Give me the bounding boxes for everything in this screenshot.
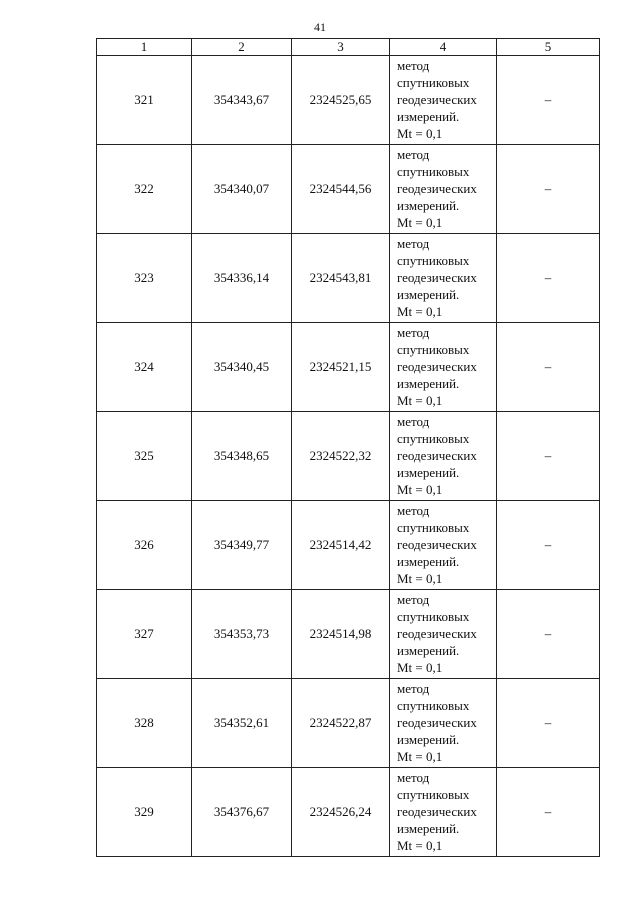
method-line: измерений. <box>397 732 460 747</box>
column-header-5: 5 <box>497 39 600 56</box>
method-line: Mt = 0,1 <box>397 304 443 319</box>
y-coordinate-cell: 2324522,32 <box>292 412 390 501</box>
table-row <box>97 412 600 501</box>
method-line: геодезических <box>397 804 477 819</box>
method-cell <box>390 145 497 234</box>
table-row <box>97 679 600 768</box>
note-cell: – <box>497 501 600 590</box>
y-coordinate-cell: 2324514,98 <box>292 590 390 679</box>
method-line: геодезических <box>397 448 477 463</box>
point-number-cell: 326 <box>97 501 192 590</box>
x-coordinate-cell: 354376,67 <box>192 768 292 857</box>
column-header-1: 1 <box>97 39 192 56</box>
method-line: измерений. <box>397 376 460 391</box>
table-body <box>97 56 600 857</box>
x-coordinate-cell: 354353,73 <box>192 590 292 679</box>
method-line: спутниковых <box>397 253 470 268</box>
method-cell <box>390 412 497 501</box>
note-cell: – <box>497 323 600 412</box>
method-cell <box>390 768 497 857</box>
method-line: спутниковых <box>397 787 470 802</box>
x-coordinate-cell: 354352,61 <box>192 679 292 768</box>
method-line: геодезических <box>397 537 477 552</box>
method-line: метод <box>397 592 430 607</box>
point-number-cell: 325 <box>97 412 192 501</box>
method-line: измерений. <box>397 554 460 569</box>
method-line: спутниковых <box>397 342 470 357</box>
table-row <box>97 56 600 145</box>
method-line: измерений. <box>397 465 460 480</box>
method-line: геодезических <box>397 626 477 641</box>
method-line: Mt = 0,1 <box>397 660 443 675</box>
x-coordinate-cell: 354340,07 <box>192 145 292 234</box>
method-line: метод <box>397 236 430 251</box>
header-row <box>97 39 600 56</box>
column-header-3: 3 <box>292 39 390 56</box>
y-coordinate-cell: 2324544,56 <box>292 145 390 234</box>
method-line: спутниковых <box>397 75 470 90</box>
method-cell <box>390 234 497 323</box>
method-line: метод <box>397 503 430 518</box>
y-coordinate-cell: 2324514,42 <box>292 501 390 590</box>
table-row <box>97 323 600 412</box>
method-line: спутниковых <box>397 520 470 535</box>
method-line: измерений. <box>397 109 460 124</box>
x-coordinate-cell: 354343,67 <box>192 56 292 145</box>
method-line: измерений. <box>397 643 460 658</box>
note-cell: – <box>497 234 600 323</box>
method-line: метод <box>397 58 430 73</box>
method-line: геодезических <box>397 181 477 196</box>
method-cell <box>390 590 497 679</box>
column-header-4: 4 <box>390 39 497 56</box>
method-cell <box>390 501 497 590</box>
table-row <box>97 145 600 234</box>
point-number-cell: 321 <box>97 56 192 145</box>
method-line: измерений. <box>397 198 460 213</box>
y-coordinate-cell: 2324522,87 <box>292 679 390 768</box>
point-number-cell: 324 <box>97 323 192 412</box>
point-number-cell: 322 <box>97 145 192 234</box>
method-line: спутниковых <box>397 431 470 446</box>
method-line: Mt = 0,1 <box>397 482 443 497</box>
method-line: Mt = 0,1 <box>397 393 443 408</box>
point-number-cell: 323 <box>97 234 192 323</box>
table-row <box>97 768 600 857</box>
method-line: спутниковых <box>397 698 470 713</box>
table-row <box>97 234 600 323</box>
page-number: 41 <box>314 20 326 34</box>
table-row <box>97 501 600 590</box>
method-line: измерений. <box>397 821 460 836</box>
x-coordinate-cell: 354349,77 <box>192 501 292 590</box>
note-cell: – <box>497 679 600 768</box>
method-cell <box>390 56 497 145</box>
method-line: геодезических <box>397 359 477 374</box>
method-line: Mt = 0,1 <box>397 215 443 230</box>
note-cell: – <box>497 412 600 501</box>
y-coordinate-cell: 2324526,24 <box>292 768 390 857</box>
note-cell: – <box>497 56 600 145</box>
x-coordinate-cell: 354340,45 <box>192 323 292 412</box>
method-line: метод <box>397 147 430 162</box>
y-coordinate-cell: 2324543,81 <box>292 234 390 323</box>
point-number-cell: 328 <box>97 679 192 768</box>
method-line: измерений. <box>397 287 460 302</box>
method-line: метод <box>397 770 430 785</box>
column-header-2: 2 <box>192 39 292 56</box>
method-line: Mt = 0,1 <box>397 571 443 586</box>
table-row <box>97 590 600 679</box>
method-line: спутниковых <box>397 164 470 179</box>
point-number-cell: 327 <box>97 590 192 679</box>
point-number-cell: 329 <box>97 768 192 857</box>
method-cell <box>390 679 497 768</box>
method-line: Mt = 0,1 <box>397 838 443 853</box>
note-cell: – <box>497 768 600 857</box>
method-line: геодезических <box>397 270 477 285</box>
x-coordinate-cell: 354348,65 <box>192 412 292 501</box>
method-line: метод <box>397 414 430 429</box>
table-header <box>97 39 600 56</box>
method-line: Mt = 0,1 <box>397 126 443 141</box>
y-coordinate-cell: 2324525,65 <box>292 56 390 145</box>
method-cell <box>390 323 497 412</box>
note-cell: – <box>497 145 600 234</box>
method-line: метод <box>397 681 430 696</box>
coordinates-table <box>96 38 600 857</box>
y-coordinate-cell: 2324521,15 <box>292 323 390 412</box>
note-cell: – <box>497 590 600 679</box>
method-line: геодезических <box>397 92 477 107</box>
method-line: Mt = 0,1 <box>397 749 443 764</box>
method-line: метод <box>397 325 430 340</box>
x-coordinate-cell: 354336,14 <box>192 234 292 323</box>
method-line: спутниковых <box>397 609 470 624</box>
method-line: геодезических <box>397 715 477 730</box>
